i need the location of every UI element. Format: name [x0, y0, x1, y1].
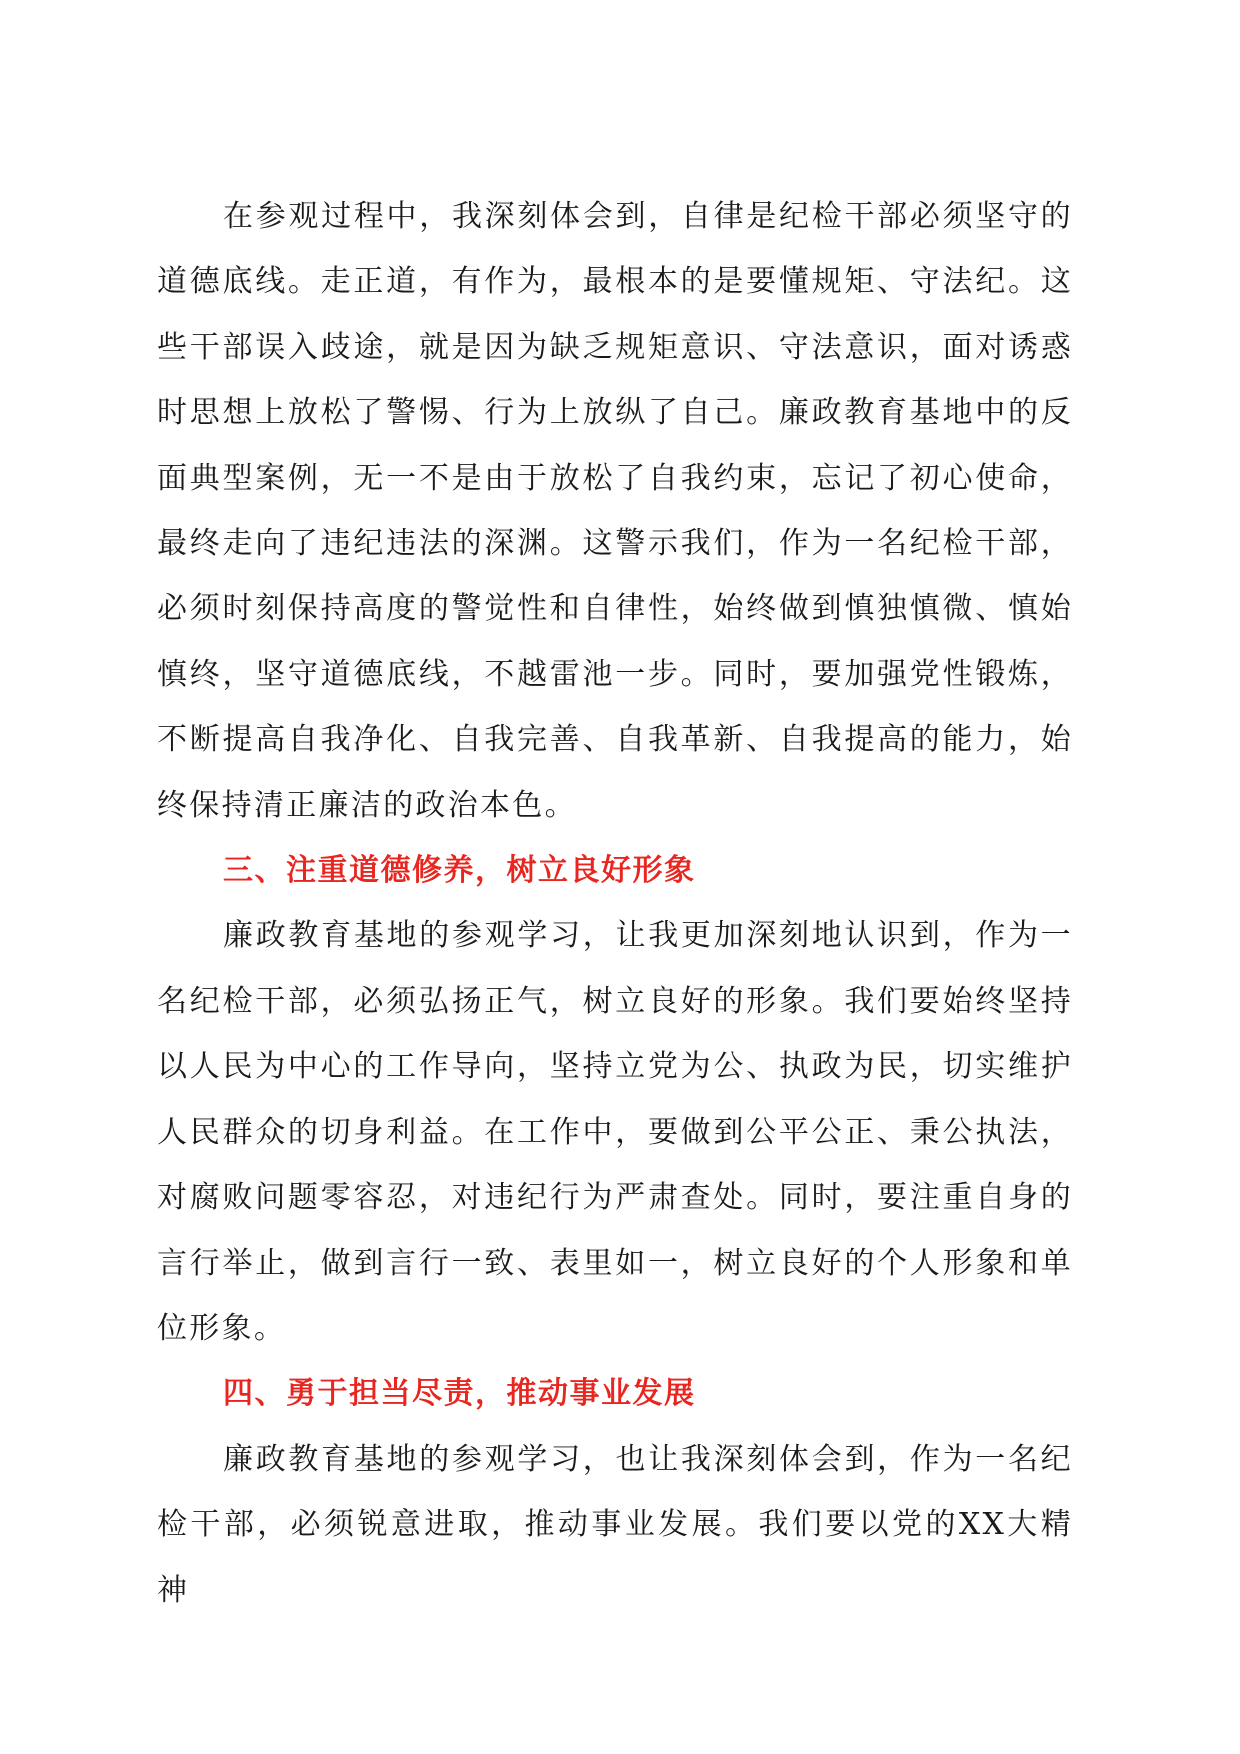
section-heading-three: 三、注重道德修养，树立良好形象 [223, 853, 696, 889]
body-paragraph-moral-image: 廉政教育基地的参观学习，让我更加深刻地认识到，作为一名纪检干部，必须弘扬正气，树立良好的形象。我们要始终坚持以人民为中心的工作导向，坚持立党为公、执政为民，切实维护人民群众的切身利益。在工作中，要做到公平公正、秉公执法，对腐败问题零容忍，对违纪行为严肃查处。同时，要注重自身的言行举止，做到言行一致、表里如一，树立良好的个人形象和单位形象。 [157, 918, 1073, 1346]
body-paragraph-responsibility: 廉政教育基地的参观学习，也让我深刻体会到，作为一名纪检干部，必须锐意进取，推动事业发展。我们要以党的XX大精神 [157, 1441, 1073, 1608]
document-body [157, 184, 1073, 1623]
body-paragraph-self-discipline: 在参观过程中，我深刻体会到，自律是纪检干部必须坚守的道德底线。走正道，有作为，最根本的是要懂规矩、守法纪。这些干部误入歧途，就是因为缺乏规矩意识、守法意识，面对诱惑时思想上放松了警惕、行为上放纵了自己。廉政教育基地中的反面典型案例，无一不是由于放松了自我约束，忘记了初心使命，最终走向了违纪违法的深渊。这警示我们，作为一名纪检干部，必须时刻保持高度的警觉性和自律性，始终做到慎独慎微、慎始慎终，坚守道德底线，不越雷池一步。同时，要加强党性锻炼，不断提高自我净化、自我完善、自我革新、自我提高的能力，始终保持清正廉洁的政治本色。 [157, 199, 1073, 823]
section-heading-four: 四、勇于担当尽责，推动事业发展 [223, 1376, 696, 1412]
